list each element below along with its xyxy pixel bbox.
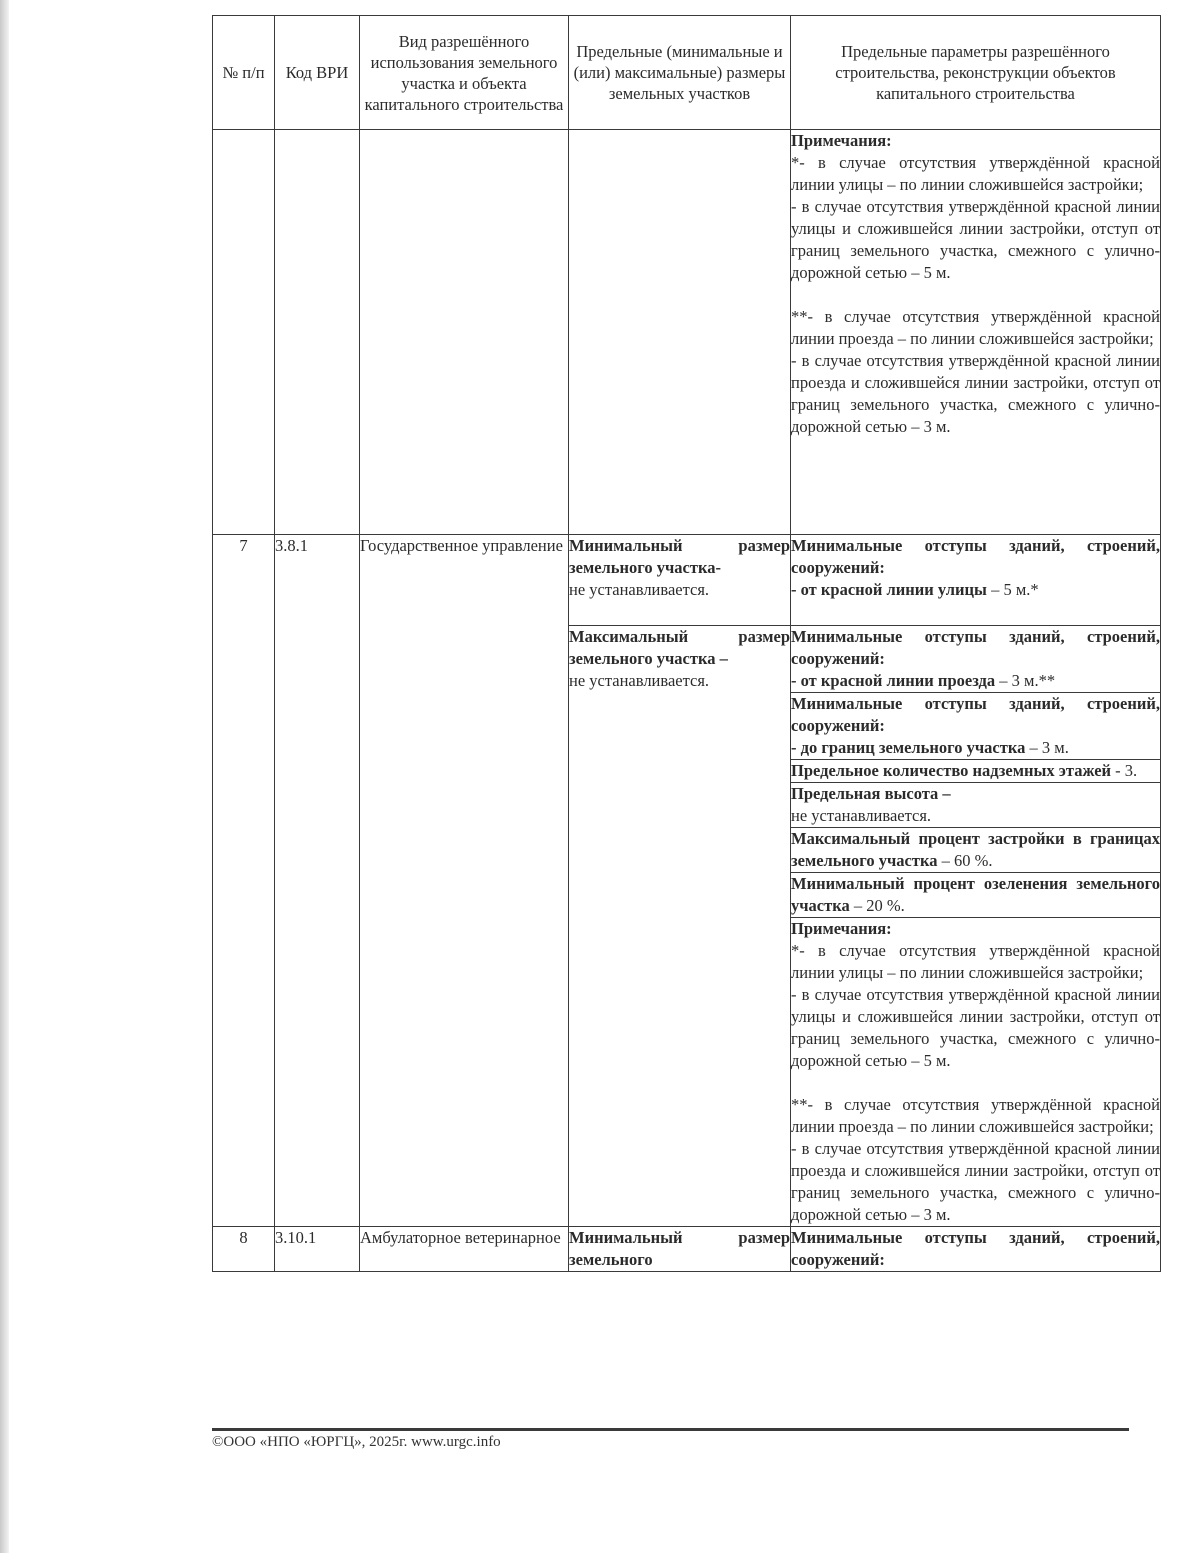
row7-note-passage-b: - в случае отсутствия утверждённой красной линии проезда и сложившейся линии застройки, отступ от границ земельного участка, смежного с улично-дорожной сетью – 3 м. [791, 1138, 1160, 1224]
row7-p1-label: - от красной линии улицы [791, 580, 987, 599]
row7-size-min-label: Минимальный размер земельного участка- [569, 536, 790, 577]
cont-plot-sizes [569, 130, 791, 535]
header-plot-sizes: Предельные (минимальные и (или) максимальные) размеры земельных участков [569, 16, 791, 130]
row8-p1-title: Минимальные отступы зданий, строений, сооружений: [791, 1226, 1161, 1271]
row8-size-min-label: Минимальный размер земельного [569, 1226, 791, 1271]
row7-note-passage-a: **- в случае отсутствия утверждённой красной линии проезда – по линии сложившейся застройки; [791, 1094, 1160, 1136]
cont-code [275, 130, 360, 535]
cont-notes [791, 130, 1161, 535]
header-number: № п/п [213, 16, 275, 130]
zoning-parameters-table [212, 15, 1161, 1272]
note-street-a: *- в случае отсутствия утверждённой красной линии улицы – по линии сложившейся застройки; [791, 153, 1160, 194]
row7-p1-value: – 5 м.* [986, 580, 1039, 599]
cont-use-type [360, 130, 569, 535]
row7-build-params [791, 535, 1161, 1227]
row8-use-type: Амбулаторное ветеринарное [360, 1226, 569, 1271]
row7-size-max-value: не устанавливается. [569, 670, 710, 690]
row7-notes-title: Примечания: [791, 918, 892, 938]
row7-p3-label: - до границ земельного участка [791, 737, 1026, 757]
scan-edge-shadow [0, 0, 9, 1553]
row7-code: 3.8.1 [275, 535, 360, 1227]
row7-use-type: Государственное управление [360, 535, 569, 1227]
notes-title: Примечания: [791, 131, 892, 150]
header-use-type: Вид разрешённого использования земельного участка и объекта капитального строительства [360, 16, 569, 130]
cont-number [213, 130, 275, 535]
footer-copyright: ©ООО «НПО «ЮРГЦ», 2025г. www.urgc.info [212, 1434, 501, 1450]
row7-p6-value: – 60 %. [937, 850, 993, 870]
header-build-params: Предельные параметры разрешённого строительства, реконструкции объектов капитального строительства [791, 16, 1161, 130]
row7-p1-title: Минимальные отступы зданий, строений, сооружений: [791, 536, 1160, 577]
row7-plot-sizes [569, 535, 791, 1227]
row8-number: 8 [213, 1226, 275, 1271]
table-row-continuation [213, 130, 1161, 535]
row7-p7-value: – 20 %. [849, 895, 905, 915]
row7-p4-value: - 3. [1111, 760, 1138, 780]
row7-size-max-label: Максимальный размер земельного участка – [569, 626, 790, 668]
row7-p2-title: Минимальные отступы зданий, строений, сооружений: [791, 626, 1160, 668]
note-passage-a: **- в случае отсутствия утверждённой красной линии проезда – по линии сложившейся застройки; [791, 307, 1160, 348]
row7-p4-label: Предельное количество надземных этажей [791, 760, 1112, 780]
row7-p2-value: – 3 м.** [995, 670, 1056, 690]
row7-note-street-b: - в случае отсутствия утверждённой красной линии улицы и сложившейся линии застройки, отступ от границ земельного участка, смежного с улично-дорожной сетью – 5 м. [791, 984, 1160, 1070]
table-row-7 [213, 535, 1161, 1227]
row8-code: 3.10.1 [275, 1226, 360, 1271]
row7-p2-label: - от красной линии проезда [791, 670, 996, 690]
row7-p7-label: Минимальный процент озеленения земельного участка [791, 873, 1160, 915]
row7-number: 7 [213, 535, 275, 1227]
row7-p5-value: не устанавливается. [791, 805, 932, 825]
header-code: Код ВРИ [275, 16, 360, 130]
table-row-8 [213, 1226, 1161, 1271]
row7-p6-label: Максимальный процент застройки в границах земельного участка [791, 828, 1160, 870]
row7-note-street-a: *- в случае отсутствия утверждённой красной линии улицы – по линии сложившейся застройки; [791, 940, 1160, 982]
row7-p3-value: – 3 м. [1025, 737, 1069, 757]
row7-p3-title: Минимальные отступы зданий, строений, сооружений: [791, 693, 1160, 735]
note-passage-b: - в случае отсутствия утверждённой красной линии проезда и сложившейся линии застройки, отступ от границ земельного участка, смежного с улично-дорожной сетью – 3 м. [791, 351, 1160, 436]
note-street-b: - в случае отсутствия утверждённой красной линии улицы и сложившейся линии застройки, отступ от границ земельного участка, смежного с улично-дорожной сетью – 5 м. [791, 197, 1160, 282]
row7-size-min-value: не устанавливается. [569, 580, 710, 599]
table-header-row [213, 16, 1161, 130]
footer-divider [212, 1428, 1129, 1431]
row7-p5-label: Предельная высота – [791, 783, 951, 803]
